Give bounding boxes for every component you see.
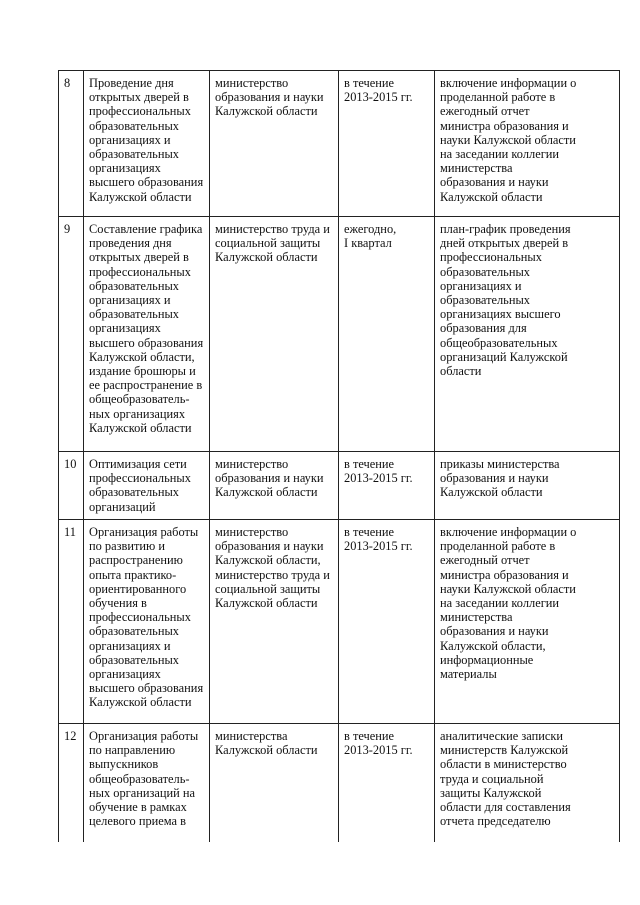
result-text: аналитические записки министерств Калужской области в министерство труда и социальной защиты Калужской области для составления отчета председателю	[440, 729, 571, 829]
action-cell: Составление графика проведения дня открытых дверей в профессиональных образовательных организациях и образовательных организациях высшего образования Калужской области, издание брошюры и ее распространение в общеобразователь- ных организациях Калужской области	[84, 217, 210, 452]
term-cell	[339, 724, 435, 842]
result-cell: включение информации о проделанной работе в ежегодный отчет министра образования и науки Калужской области на заседании коллегии министерства образования и науки Калужской области	[435, 71, 620, 217]
row-number: 11	[59, 520, 84, 724]
executor-cell: министерство образования и науки Калужской области	[210, 452, 339, 520]
table-row	[59, 452, 620, 520]
row-number: 9	[59, 217, 84, 452]
table-row	[59, 520, 620, 724]
result-cell: план-график проведения дней открытых дверей в профессиональных образовательных организациях и образовательных организациях высшего образования для общеобразовательных организаций Калужской области	[435, 217, 620, 452]
executor-cell: министерство образования и науки Калужской области	[210, 71, 339, 217]
result-cell: включение информации о проделанной работе в ежегодный отчет министра образования и науки Калужской области на заседании коллегии министерства образования и науки Калужской области, информационные материалы	[435, 520, 620, 724]
row-number-text: 12	[64, 729, 77, 743]
executor-cell: министерство образования и науки Калужской области, министерство труда и социальной защиты Калужской области	[210, 520, 339, 724]
term-cell: в течение 2013-2015 гг.	[339, 520, 435, 724]
table-row	[59, 217, 620, 452]
action-cell: Проведение дня открытых дверей в профессиональных образовательных организациях и образовательных организациях высшего образования Калужской области	[84, 71, 210, 217]
row-number: 10	[59, 452, 84, 520]
executor-cell: министерство труда и социальной защиты Калужской области	[210, 217, 339, 452]
table-row	[59, 724, 620, 842]
action-cell: Оптимизация сети профессиональных образовательных организаций	[84, 452, 210, 520]
action-plan-table	[58, 70, 620, 842]
result-cell	[435, 724, 620, 842]
result-cell: приказы министерства образования и науки Калужской области	[435, 452, 620, 520]
table-row	[59, 71, 620, 217]
term-cell: ежегодно, I квартал	[339, 217, 435, 452]
term-cell: в течение 2013-2015 гг.	[339, 71, 435, 217]
action-cell: Организация работы по развитию и распространению опыта практико- ориентированного обучения в профессиональных образовательных организациях и образовательных организациях высшего образования Калужской области	[84, 520, 210, 724]
term-cell: в течение 2013-2015 гг.	[339, 452, 435, 520]
executor-cell	[210, 724, 339, 842]
row-number: 8	[59, 71, 84, 217]
term-text: в течение 2013-2015 гг.	[344, 729, 413, 758]
executor-text: министерства Калужской области	[215, 729, 318, 758]
row-number	[59, 724, 84, 842]
action-text: Организация работы по направлению выпускников общеобразователь- ных организаций на обучение в рамках целевого приема в	[89, 729, 199, 829]
action-cell	[84, 724, 210, 842]
